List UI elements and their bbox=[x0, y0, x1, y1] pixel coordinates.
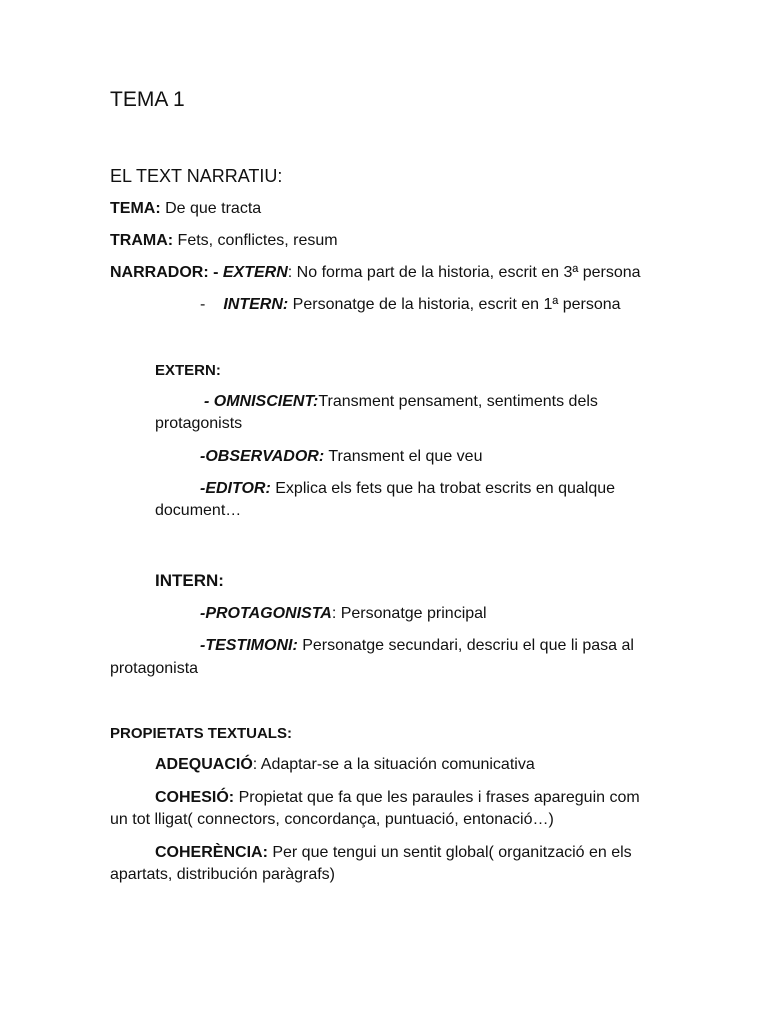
editor-cont: document… bbox=[155, 502, 242, 519]
protagonista-label: -PROTAGONISTA bbox=[200, 605, 332, 622]
protagonista-text: : Personatge principal bbox=[331, 605, 487, 622]
propietats-heading: PROPIETATS TEXTUALS: bbox=[110, 725, 292, 742]
line-coherencia bbox=[155, 842, 632, 864]
cohesio-label: COHESIÓ: bbox=[155, 789, 235, 806]
omniscient-cont: protagonists bbox=[155, 415, 243, 432]
line-editor bbox=[200, 478, 615, 500]
line-cohesio bbox=[155, 787, 640, 809]
intern-heading: INTERN: bbox=[155, 571, 224, 590]
narrador-extern-label: EXTERN bbox=[222, 264, 288, 281]
observador-label: -OBSERVADOR: bbox=[200, 448, 325, 465]
narrador-intern-label: INTERN: bbox=[223, 296, 289, 313]
trama-text: Fets, conflictes, resum bbox=[173, 232, 338, 249]
adequacio-label: ADEQUACIÓ bbox=[155, 756, 253, 773]
cohesio-cont: un tot lligat( connectors, concordança, puntuació, entonació…) bbox=[110, 811, 554, 828]
line-testimoni bbox=[200, 635, 634, 657]
line-trama bbox=[110, 230, 338, 252]
testimoni-cont: protagonista bbox=[110, 660, 199, 677]
observador-text: Transment el que veu bbox=[324, 448, 483, 465]
line-tema bbox=[110, 198, 261, 220]
editor-text: Explica els fets que ha trobat escrits en qualque bbox=[270, 480, 616, 497]
line-narrador bbox=[110, 262, 641, 284]
coherencia-label: COHERÈNCIA: bbox=[155, 844, 268, 861]
line-omniscient bbox=[204, 391, 598, 413]
narrador-label: NARRADOR bbox=[110, 264, 204, 281]
testimoni-text: Personatge secundari, descriu el que li pasa al bbox=[297, 637, 634, 654]
cohesio-text: Propietat que fa que les paraules i frases apareguin com bbox=[234, 789, 640, 806]
narrador-intern-text: Personatge de la historia, escrit en 1ª persona bbox=[288, 296, 621, 313]
line-adequacio bbox=[155, 754, 535, 776]
line-protagonista bbox=[200, 603, 487, 625]
tema-label: TEMA: bbox=[110, 200, 161, 217]
section-heading-narratiu: EL TEXT NARRATIU: bbox=[110, 166, 283, 186]
trama-label: TRAMA: bbox=[110, 232, 174, 249]
omniscient-label: - OMNISCIENT: bbox=[204, 393, 319, 410]
coherencia-cont: apartats, distribución paràgrafs) bbox=[110, 866, 335, 883]
doc-title: TEMA 1 bbox=[110, 88, 185, 111]
adequacio-text: : Adaptar-se a la situación comunicativa bbox=[252, 756, 535, 773]
coherencia-text: Per que tengui un sentit global( organització en els bbox=[267, 844, 632, 861]
editor-label: -EDITOR: bbox=[200, 480, 271, 497]
testimoni-label: -TESTIMONI: bbox=[200, 637, 298, 654]
line-narrador-intern bbox=[200, 294, 621, 316]
intern-dash: - bbox=[200, 296, 206, 313]
line-observador bbox=[200, 446, 482, 468]
narrador-extern-text: : No forma part de la historia, escrit en 3ª persona bbox=[287, 264, 641, 281]
omniscient-text: Transment pensament, sentiments dels bbox=[318, 393, 598, 410]
narrador-sep: : - bbox=[203, 264, 223, 281]
tema-text: De que tracta bbox=[160, 200, 262, 217]
extern-heading: EXTERN: bbox=[155, 362, 221, 379]
